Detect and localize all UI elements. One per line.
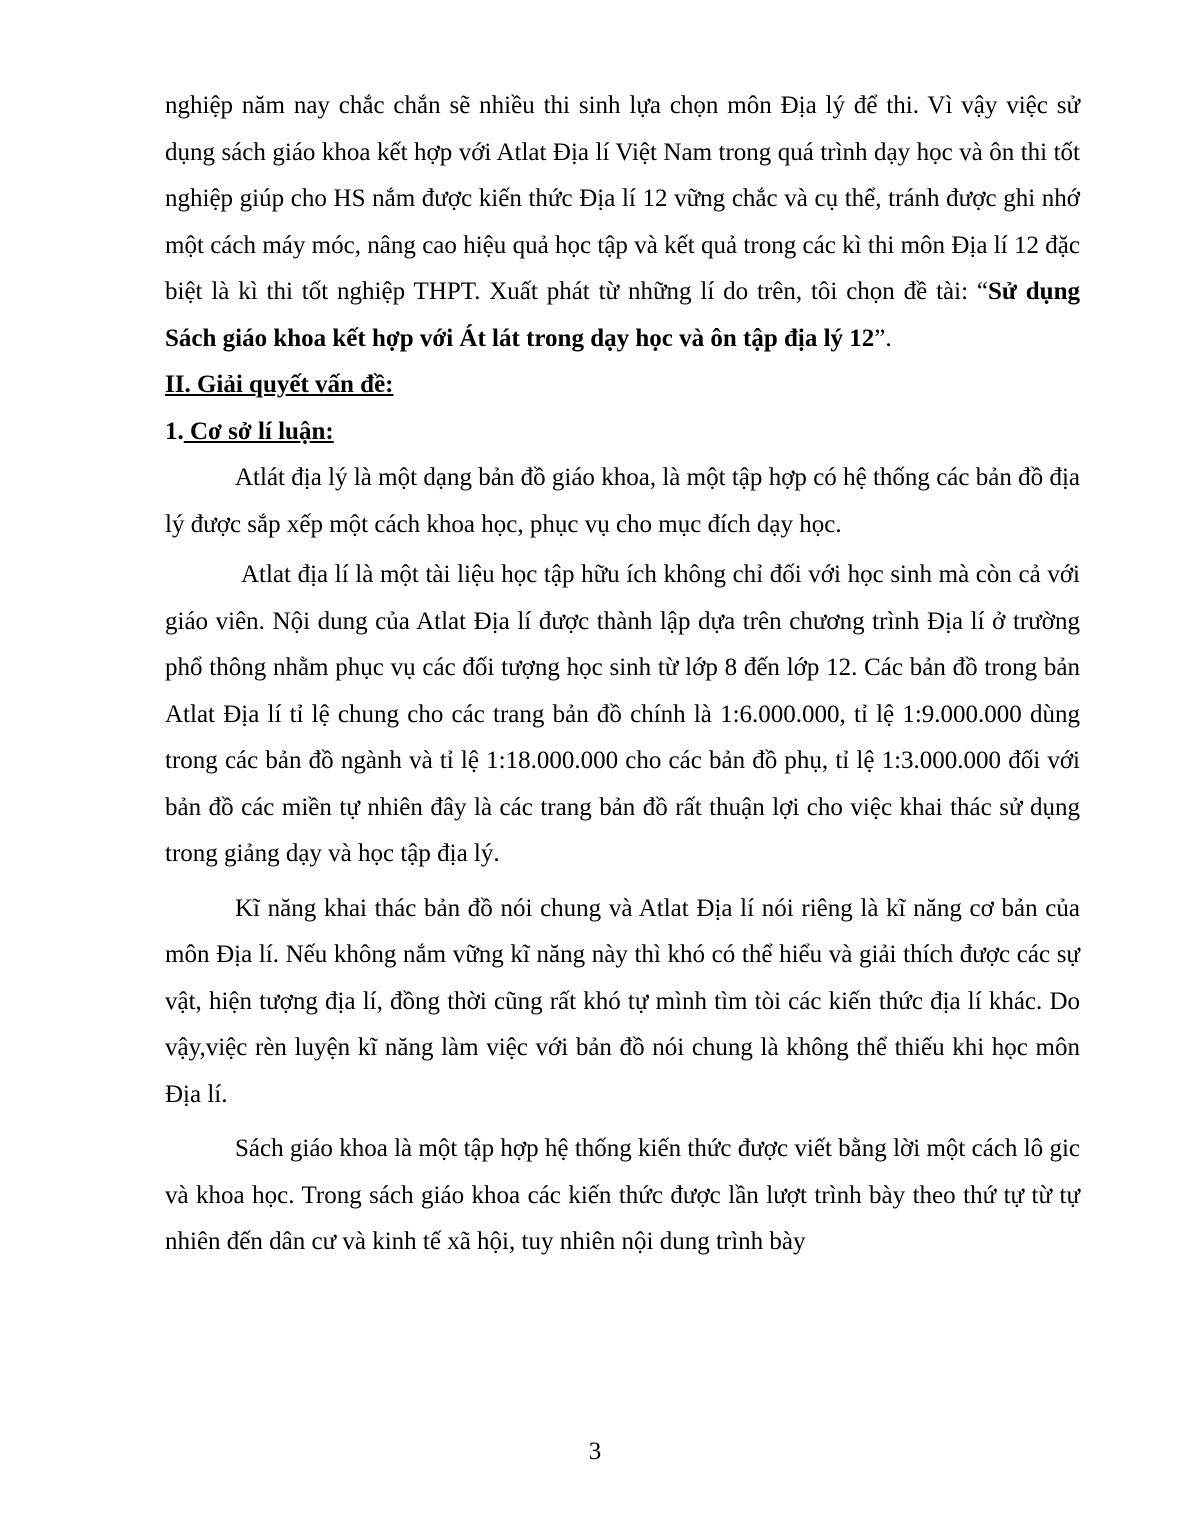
body-text [165,83,1080,1266]
paragraph-atlat-definition: Atlát địa lý là một dạng bản đồ giáo khoa, là một tập hợp có hệ thống các bản đồ địa lý được sắp xếp một cách khoa học, phục vụ cho mục đích dạy học. [165,464,1080,538]
subsection-heading [165,409,1080,456]
subsection-number: 1. [165,417,184,445]
intro-paragraph [165,83,1080,362]
section-heading: II. Giải quyết vấn đề: [165,371,394,398]
paragraph-textbook: Sách giáo khoa là một tập hợp hệ thống kiến thức được viết bằng lời một cách lô gic và khoa học. Trong sách giáo khoa các kiến thức được lần lượt trình bày theo thứ tự từ tự nhiên đến dân cư và kinh tế xã hội, tuy nhiên nội dung trình bày [165,1135,1080,1255]
topic-title: Sử dụng Sách giáo khoa kết hợp với Át lát trong dạy học và ôn tập địa lý 12 [165,278,1080,352]
subsection-title: Cơ sở lí luận: [183,417,334,445]
intro-closing: ”. [874,324,892,352]
paragraph-map-skills: Kĩ năng khai thác bản đồ nói chung và Atlat Địa lí nói riêng là kĩ năng cơ bản của môn Địa lí. Nếu không nắm vững kĩ năng này thì khó có thể hiểu và giải thích được các sự vật, hiện tượng địa lí, đồng thời cũng rất khó tự mình tìm tòi các kiến thức địa lí khác. Do vậy,việc rèn luyện kĩ năng làm việc với bản đồ nói chung là không thể thiếu khi học môn Địa lí. [165,894,1080,1108]
intro-text: nghiệp năm nay chắc chắn sẽ nhiều thi sinh lựa chọn môn Địa lý để thi. Vì vậy việc sử dụng sách giáo khoa kết hợp với Atlat Địa lí Việt Nam trong quá trình dạy học và ôn thi tốt nghiệp giúp cho HS nắm được kiến thức Địa lí 12 vững chắc và cụ thể, tránh được ghi nhớ một cách máy móc, nâng cao hiệu quả học tập và kết quả trong các kì thi môn Địa lí 12 đặc biệt là kì thi tốt nghiệp THPT. Xuất phát từ những lí do trên, tôi chọn đề tài: “ [165,92,1080,305]
paragraph-atlat-usefulness: Atlat địa lí là một tài liệu học tập hữu ích không chỉ đối với học sinh mà còn cả với giáo viên. Nội dung của Atlat Địa lí được thành lập dựa trên chương trình Địa lí ở trường phổ thông nhằm phục vụ các đối tượng học sinh từ lớp 8 đến lớp 12. Các bản đồ trong bản Atlat Địa lí tỉ lệ chung cho các trang bản đồ chính là 1:6.000.000, tỉ lệ 1:9.000.000 dùng trong các bản đồ ngành và tỉ lệ 1:18.000.000 cho các bản đồ phụ, tỉ lệ 1:3.000.000 đối với bản đồ các miền tự nhiên đây là các trang bản đồ rất thuận lợi cho việc khai thác sử dụng trong giảng dạy và học tập địa lý. [165,561,1080,867]
page-number: 3 [588,1438,602,1465]
